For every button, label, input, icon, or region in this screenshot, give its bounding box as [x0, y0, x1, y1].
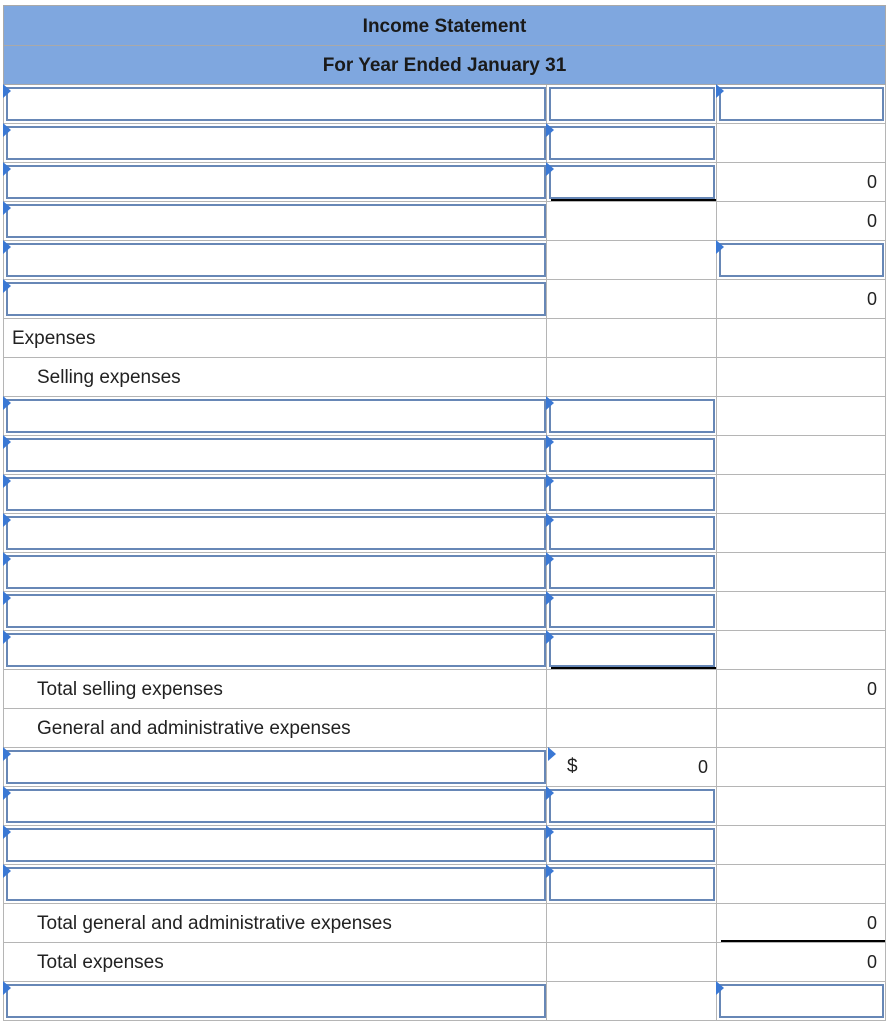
total-expenses-value: 0: [866, 952, 877, 972]
total-input[interactable]: [719, 984, 884, 1018]
amount-cell: [547, 748, 717, 787]
account-input[interactable]: [6, 789, 546, 823]
account-input[interactable]: [6, 477, 546, 511]
dropdown-marker-icon[interactable]: [3, 474, 11, 488]
total-cell: [717, 163, 886, 202]
amount-cell: [547, 202, 717, 241]
total-value: 0: [866, 289, 877, 309]
amount-cell: [547, 280, 717, 319]
account-cell: [3, 163, 547, 202]
dropdown-marker-icon[interactable]: [548, 747, 556, 761]
amount-input[interactable]: [549, 516, 715, 550]
total-cell: [717, 826, 886, 865]
account-cell: [3, 397, 547, 436]
table-row: [3, 631, 886, 670]
account-input[interactable]: [6, 984, 546, 1018]
account-input[interactable]: [6, 867, 546, 901]
total-value: 0: [866, 211, 877, 231]
total-cell: [717, 202, 886, 241]
amount-input[interactable]: [549, 555, 715, 589]
total-cell: [717, 865, 886, 904]
table-row: [3, 319, 886, 358]
table-row: [3, 358, 886, 397]
amount-input[interactable]: [549, 867, 715, 901]
account-input[interactable]: [6, 165, 546, 199]
amount-cell: [547, 358, 717, 397]
amount-cell: [547, 241, 717, 280]
amount-cell: [547, 436, 717, 475]
dropdown-marker-icon[interactable]: [716, 240, 724, 254]
table-row: [3, 670, 886, 709]
total-input[interactable]: [719, 87, 884, 121]
account-input[interactable]: [6, 594, 546, 628]
table-row: [3, 748, 886, 787]
account-cell: [3, 514, 547, 553]
dropdown-marker-icon[interactable]: [3, 279, 11, 293]
account-cell: [3, 436, 547, 475]
dropdown-marker-icon[interactable]: [3, 162, 11, 176]
amount-cell: [547, 826, 717, 865]
dropdown-marker-icon[interactable]: [3, 786, 11, 800]
dropdown-marker-icon[interactable]: [546, 435, 554, 449]
total-ga-value: 0: [866, 913, 877, 933]
table-row: [3, 475, 886, 514]
label-cell: [3, 670, 547, 709]
table-row: [3, 202, 886, 241]
account-cell: [3, 982, 547, 1021]
dropdown-marker-icon[interactable]: [3, 240, 11, 254]
amount-cell: [547, 787, 717, 826]
total-cell: [717, 319, 886, 358]
dropdown-marker-icon[interactable]: [3, 84, 11, 98]
dropdown-marker-icon[interactable]: [716, 981, 724, 995]
dropdown-marker-icon[interactable]: [716, 84, 724, 98]
amount-cell: [547, 943, 717, 982]
amount-input[interactable]: [549, 789, 715, 823]
amount-cell: [547, 553, 717, 592]
total-cell: [717, 904, 886, 943]
dropdown-marker-icon[interactable]: [546, 162, 554, 176]
account-cell: [3, 241, 547, 280]
account-cell: [3, 787, 547, 826]
account-cell: [3, 475, 547, 514]
amount-cell: [547, 397, 717, 436]
dropdown-marker-icon[interactable]: [546, 825, 554, 839]
account-input[interactable]: [6, 750, 546, 784]
statement-header: [3, 5, 886, 85]
total-cell: [717, 631, 886, 670]
account-input[interactable]: [6, 828, 546, 862]
label-cell: [3, 709, 547, 748]
table-row: [3, 514, 886, 553]
table-row: [3, 553, 886, 592]
account-input[interactable]: [6, 438, 546, 472]
table-row: [3, 865, 886, 904]
selling-expenses-heading: Selling expenses: [37, 367, 181, 388]
account-input[interactable]: [6, 399, 546, 433]
account-cell: [3, 124, 547, 163]
table-row: [3, 826, 886, 865]
total-input[interactable]: [719, 243, 884, 277]
table-row: [3, 943, 886, 982]
table-row: [3, 280, 886, 319]
amount-input[interactable]: [549, 828, 715, 862]
table-row: [3, 904, 886, 943]
amount-cell: [547, 670, 717, 709]
total-value: 0: [866, 172, 877, 192]
dropdown-marker-icon[interactable]: [546, 513, 554, 527]
table-row: [3, 787, 886, 826]
label-cell: [3, 319, 547, 358]
dropdown-marker-icon[interactable]: [546, 396, 554, 410]
total-cell: [717, 358, 886, 397]
account-cell: [3, 631, 547, 670]
total-selling-value: 0: [866, 679, 877, 699]
total-cell: [717, 280, 886, 319]
amount-cell: [547, 514, 717, 553]
table-row: [3, 592, 886, 631]
statement-period: For Year Ended January 31: [322, 55, 567, 76]
account-cell: [3, 865, 547, 904]
label-cell: [3, 904, 547, 943]
dropdown-marker-icon[interactable]: [3, 981, 11, 995]
dropdown-marker-icon[interactable]: [546, 123, 554, 137]
amount-input[interactable]: [549, 399, 715, 433]
total-ga-label: Total general and administrative expenses: [37, 913, 392, 934]
account-input[interactable]: [6, 555, 546, 589]
underline: [721, 940, 885, 942]
total-selling-label: Total selling expenses: [37, 679, 223, 700]
dropdown-marker-icon[interactable]: [3, 396, 11, 410]
amount-cell: [547, 904, 717, 943]
dropdown-marker-icon[interactable]: [3, 825, 11, 839]
total-cell: [717, 787, 886, 826]
amount-cell: [547, 631, 717, 670]
amount-input[interactable]: [549, 633, 715, 667]
label-cell: [3, 358, 547, 397]
table-row: [3, 982, 886, 1021]
total-cell: [717, 709, 886, 748]
amount-cell: [547, 85, 717, 124]
dropdown-marker-icon[interactable]: [3, 747, 11, 761]
table-row: [3, 124, 886, 163]
dropdown-marker-icon[interactable]: [3, 552, 11, 566]
dropdown-marker-icon[interactable]: [546, 786, 554, 800]
underline: [551, 199, 716, 201]
total-cell: [717, 397, 886, 436]
amount-input[interactable]: [549, 165, 715, 199]
table-row: [3, 85, 886, 124]
table-row: [3, 709, 886, 748]
total-cell: [717, 241, 886, 280]
total-cell: [717, 943, 886, 982]
account-input[interactable]: [6, 282, 546, 316]
account-cell: [3, 85, 547, 124]
dropdown-marker-icon[interactable]: [3, 630, 11, 644]
amount-input[interactable]: [549, 594, 715, 628]
amount-cell: [547, 475, 717, 514]
account-cell: [3, 592, 547, 631]
account-input[interactable]: [6, 87, 546, 121]
total-cell: [717, 670, 886, 709]
ga-expenses-heading: General and administrative expenses: [37, 718, 351, 739]
amount-input[interactable]: [549, 87, 715, 121]
amount-cell: [547, 319, 717, 358]
total-cell: [717, 553, 886, 592]
dropdown-marker-icon[interactable]: [3, 435, 11, 449]
table-row: [3, 397, 886, 436]
amount-cell: [547, 865, 717, 904]
total-cell: [717, 124, 886, 163]
account-cell: [3, 553, 547, 592]
dropdown-marker-icon[interactable]: [546, 630, 554, 644]
amount-input[interactable]: [549, 477, 715, 511]
account-input[interactable]: [6, 516, 546, 550]
account-cell: [3, 826, 547, 865]
table-row: [3, 163, 886, 202]
amount-value: 0: [697, 757, 708, 777]
amount-input[interactable]: [549, 438, 715, 472]
total-cell: [717, 436, 886, 475]
total-cell: [717, 514, 886, 553]
amount-cell: [547, 592, 717, 631]
amount-cell: [547, 709, 717, 748]
dropdown-marker-icon[interactable]: [546, 591, 554, 605]
account-cell: [3, 202, 547, 241]
account-cell: [3, 280, 547, 319]
total-expenses-label: Total expenses: [37, 952, 164, 973]
dropdown-marker-icon[interactable]: [546, 474, 554, 488]
account-input[interactable]: [6, 126, 546, 160]
total-cell: [717, 592, 886, 631]
account-cell: [3, 748, 547, 787]
dropdown-marker-icon[interactable]: [3, 591, 11, 605]
amount-cell: [547, 124, 717, 163]
dropdown-marker-icon[interactable]: [546, 552, 554, 566]
dropdown-marker-icon[interactable]: [3, 201, 11, 215]
account-input[interactable]: [6, 243, 546, 277]
table-row: [3, 241, 886, 280]
statement-title: Income Statement: [362, 16, 527, 37]
expenses-heading: Expenses: [12, 328, 96, 349]
dropdown-marker-icon[interactable]: [3, 123, 11, 137]
total-cell: [717, 748, 886, 787]
underline: [551, 667, 716, 669]
dropdown-marker-icon[interactable]: [546, 864, 554, 878]
total-cell: [717, 85, 886, 124]
amount-cell: [547, 982, 717, 1021]
amount-cell: [547, 163, 717, 202]
label-cell: [3, 943, 547, 982]
amount-input[interactable]: [549, 126, 715, 160]
total-cell: [717, 982, 886, 1021]
table-row: [3, 436, 886, 475]
dropdown-marker-icon[interactable]: [3, 513, 11, 527]
dollar-sign: $: [567, 756, 578, 777]
dropdown-marker-icon[interactable]: [3, 864, 11, 878]
total-cell: [717, 475, 886, 514]
account-input[interactable]: [6, 633, 546, 667]
account-input[interactable]: [6, 204, 546, 238]
